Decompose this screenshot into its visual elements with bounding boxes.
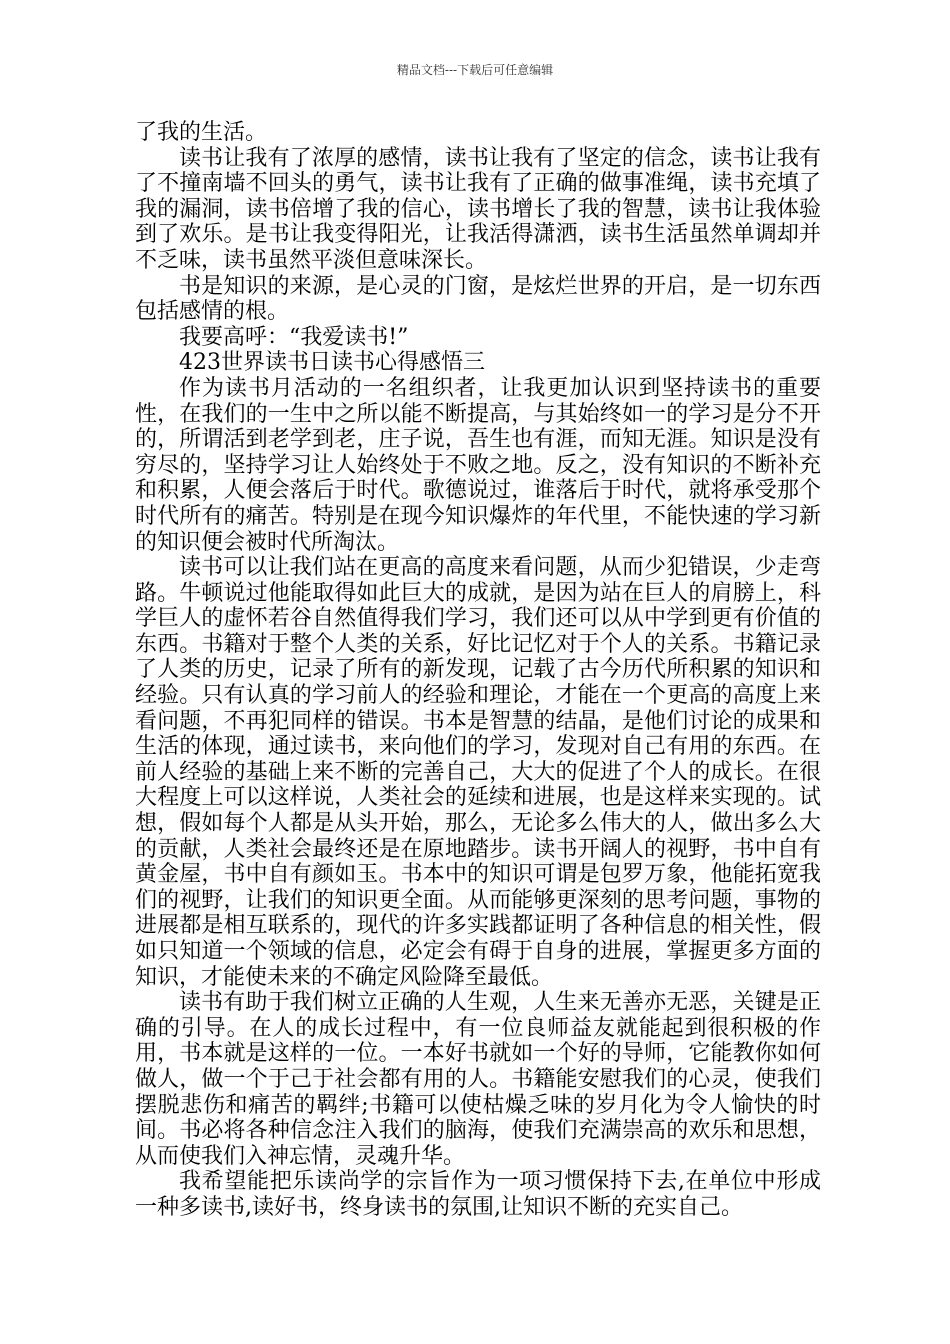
paragraph: 了我的生活。 — [135, 120, 268, 145]
paragraph: 我要高呼：“我爱读书!” — [179, 324, 409, 350]
paragraph: 作为读书月活动的一名组织者，让我更加认识到坚持读书的重要性，在我们的一生中之所以能不断提高，与其始终如一的学习是分不开的，所谓活到老学到老，庄子说，吾生也有涯，而知无涯。知识是没有穷尽的，坚持学习让人始终处于不败之地。反之，没有知识的不断补充和积累，人便会落后于时代。歌德说过，谁落后于时代，就将承受那个时代所有的痛苦。特别是在现今知识爆炸的年代里，不能快速的学习新的知识便会被时代所淘汰。 — [135, 375, 821, 555]
paragraph: 读书可以让我们站在更高的高度来看问题，从而少犯错误，少走弯路。牛顿说过他能取得如此巨大的成就，是因为站在巨人的肩膀上，科学巨人的虚怀若谷自然值得我们学习，我们还可以从中学到更有价值的东西。书籍对于整个人类的关系，好比记忆对于个人的关系。书籍记录了人类的历史，记录了所有的新发现，记载了古今历代所积累的知识和经验。只有认真的学习前人的经验和理论，才能在一个更高的高度上来看问题，不再犯同样的错误。书本是智慧的结晶，是他们讨论的成果和生活的体现，通过读书，来向他们的学习，发现对自己有用的东西。在前人经验的基础上来不断的完善自己，大大的促进了个人的成长。在很大程度上可以这样说，人类社会的延续和进展，也是这样来实现的。试想，假如每个人都是从头开始，那么，无论多么伟大的人，做出多么大的贡献，人类社会最终还是在原地踏步。读书开阔人的视野，书中自有黄金屋，书中自有颜如玉。书本中的知识可谓是包罗万象，他能拓宽我们的视野，让我们的知识更全面。从而能够更深刻的思考问题，事物的进展都是相互联系的，现代的许多实践都证明了各种信息的相关性，假如只知道一个领域的信息，必定会有碍于自身的进展，掌握更多方面的知识，才能使未来的不确定风险降至最低。 — [135, 555, 821, 990]
page-header: 精品文档---下载后可任意编辑 — [396, 63, 554, 77]
paragraph: 我希望能把乐读尚学的宗旨作为一项习惯保持下去,在单位中形成一种多读书,读好书，终身读书的氛围,让知识不断的充实自己。 — [135, 1169, 821, 1220]
paragraph: 读书让我有了浓厚的感情，读书让我有了坚定的信念，读书让我有了不撞南墙不回头的勇气，读书让我有了正确的做事准绳，读书充填了我的漏洞，读书倍增了我的信心，读书增长了我的智慧，读书让我体验到了欢乐。是书让我变得阳光，让我活得潇洒，读书生活虽然单调却并不乏味，读书虽然平淡但意味深长。 — [135, 145, 821, 273]
paragraph: 读书有助于我们树立正确的人生观，人生来无善亦无恶，关键是正确的引导。在人的成长过程中，有一位良师益友就能起到很积极的作用，书本就是这样的一位。一本好书就如一个好的导师，它能教你如何做人，做一个于己于社会都有用的人。书籍能安慰我们的心灵，使我们摆脱悲伤和痛苦的羁绊;书籍可以使枯燥乏味的岁月化为令人愉快的时间。书必将各种信念注入我们的脑海，使我们充满崇高的欢乐和思想，从而使我们入神忘情，灵魂升华。 — [135, 990, 821, 1169]
section-heading: 423世界读书日读书心得感悟三 — [179, 350, 485, 376]
document-body — [135, 120, 821, 1221]
paragraph: 书是知识的来源，是心灵的门窗，是炫烂世界的开启，是一切东西包括感情的根。 — [135, 273, 821, 325]
